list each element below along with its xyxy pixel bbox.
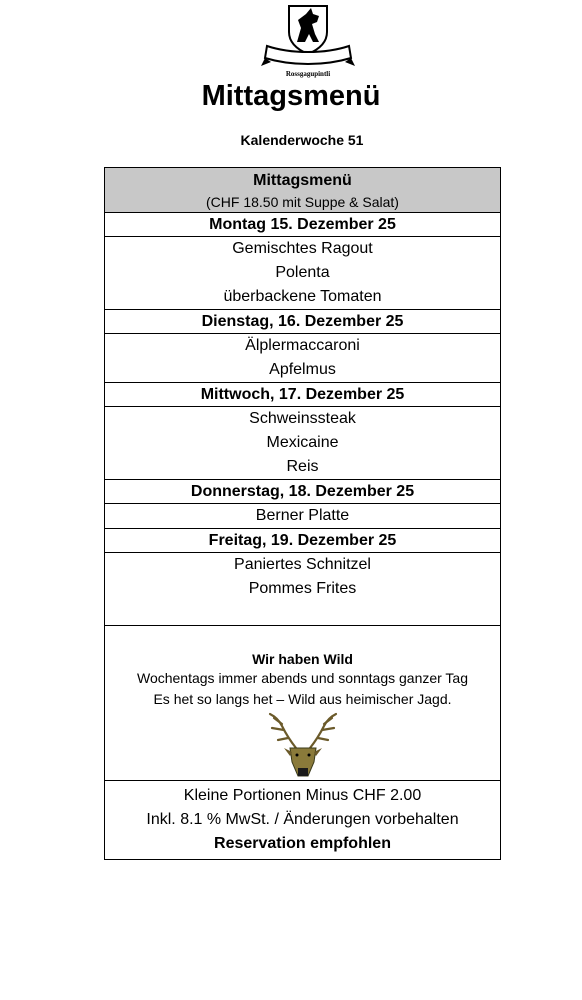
restaurant-logo bbox=[261, 2, 355, 78]
dish: Polenta bbox=[275, 264, 330, 281]
menu-header bbox=[105, 168, 500, 213]
day-dishes bbox=[105, 237, 500, 310]
day-dishes bbox=[105, 504, 500, 529]
wild-line: Es het so langs het – Wild aus heimischer Jagd. bbox=[153, 691, 452, 707]
dish: Älplermaccaroni bbox=[245, 337, 360, 354]
dish: überbackene Tomaten bbox=[223, 288, 382, 305]
dish: Apfelmus bbox=[269, 361, 336, 378]
menu-table bbox=[104, 167, 501, 860]
day-heading: Freitag, 19. Dezember 25 bbox=[105, 529, 500, 553]
logo-text: Rossgagupintli bbox=[285, 70, 331, 78]
day-heading: Dienstag, 16. Dezember 25 bbox=[105, 310, 500, 334]
page-title: Mittagsmenü bbox=[201, 80, 381, 112]
wild-notice bbox=[105, 626, 500, 781]
dish: Berner Platte bbox=[255, 507, 350, 524]
dish: Paniertes Schnitzel bbox=[234, 556, 371, 573]
wild-line: Wochentags immer abends und sonntags ganzer Tag bbox=[136, 670, 469, 686]
stag-head-icon bbox=[260, 712, 346, 780]
dish: Mexicaine bbox=[266, 434, 339, 451]
footer-portions: Kleine Portionen Minus CHF 2.00 bbox=[183, 787, 422, 804]
week-label: Kalenderwoche 51 bbox=[240, 132, 364, 148]
day-heading: Donnerstag, 18. Dezember 25 bbox=[105, 480, 500, 504]
menu-header-title: Mittagsmenü bbox=[253, 172, 352, 189]
footer-reservation: Reservation empfohlen bbox=[214, 835, 391, 852]
menu-footer bbox=[105, 781, 500, 859]
menu-header-price: (CHF 18.50 mit Suppe & Salat) bbox=[206, 194, 399, 210]
dish: Pommes Frites bbox=[248, 580, 357, 597]
footer-vat: Inkl. 8.1 % MwSt. / Änderungen vorbehalten bbox=[146, 811, 459, 828]
dish: Reis bbox=[286, 458, 319, 475]
day-dishes bbox=[105, 334, 500, 383]
wild-title: Wir haben Wild bbox=[252, 651, 353, 667]
day-dishes bbox=[105, 407, 500, 480]
day-heading: Montag 15. Dezember 25 bbox=[105, 213, 500, 237]
dish: Gemischtes Ragout bbox=[232, 240, 373, 257]
dish: Schweinssteak bbox=[249, 410, 356, 427]
day-dishes bbox=[105, 553, 500, 626]
dish-empty bbox=[105, 601, 500, 625]
day-heading: Mittwoch, 17. Dezember 25 bbox=[105, 383, 500, 407]
